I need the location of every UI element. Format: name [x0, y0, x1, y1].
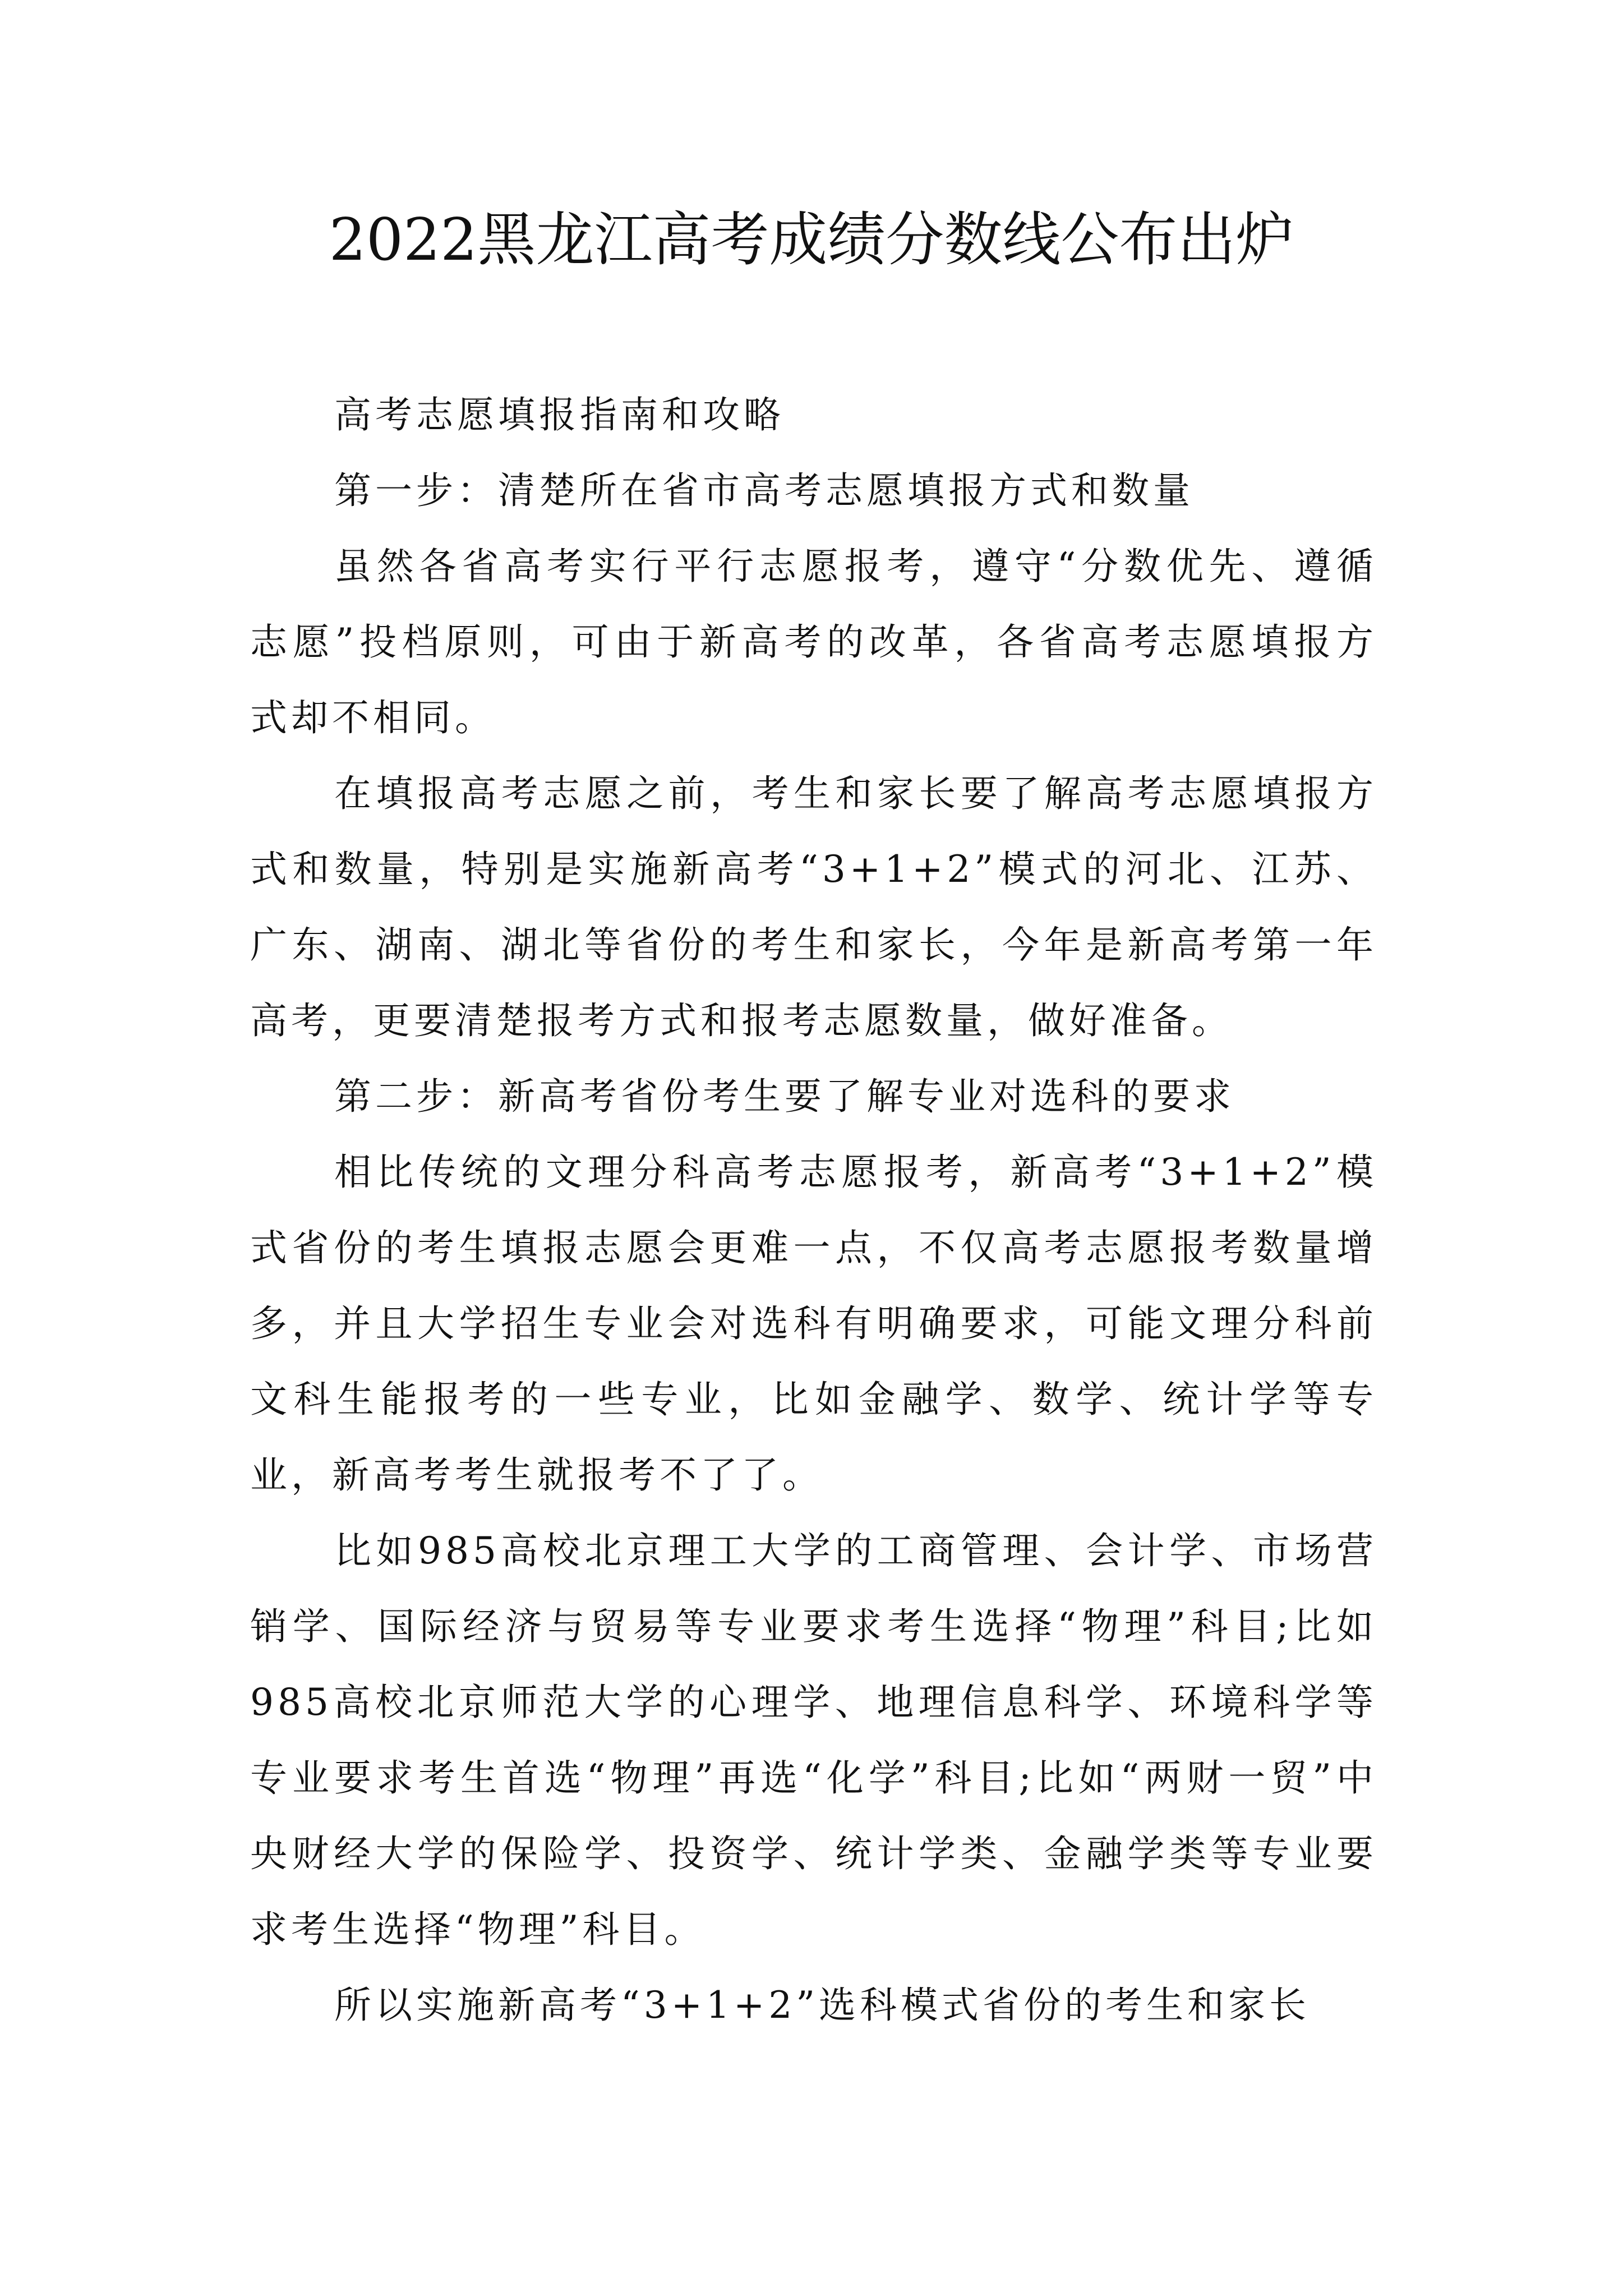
- paragraph-step-two: 第二步：新高考省份考生要了解专业对选科的要求: [334, 1075, 1235, 1118]
- paragraph-parallel-volunteer: 虽然各省高考实行平行志愿报考，遵守“分数优先、遵循志愿”投档原则，可由于新高考的改革，各省高考志愿填报方式却不相同。: [250, 545, 1377, 739]
- paragraph-before-filling: 在填报高考志愿之前，考生和家长要了解高考志愿填报方式和数量，特别是实施新高考“3+1+2”模式的河北、江苏、广东、湖南、湖北等省份的考生和家长，今年是新高考第一年高考，更要清楚报考方式和报考志愿数量，做好准备。: [250, 772, 1377, 1042]
- paragraph-step-one: 第一步：清楚所在省市高考志愿填报方式和数量: [334, 469, 1194, 512]
- document-body: [250, 377, 1377, 2043]
- paragraph-guide-heading: 高考志愿填报指南和攻略: [334, 393, 785, 436]
- document-title: 2022黑龙江高考成绩分数线公布出炉: [329, 205, 1294, 274]
- paragraph-conclusion: 所以实施新高考“3+1+2”选科模式省份的考生和家长: [334, 1984, 1311, 2027]
- paragraph-compared-traditional: 相比传统的文理分科高考志愿报考，新高考“3+1+2”模式省份的考生填报志愿会更难一点，不仅高考志愿报考数量增多，并且大学招生专业会对选科有明确要求，可能文理分科前文科生能报考的一些专业，比如金融学、数学、统计学等专业，新高考考生就报考不了了。: [250, 1151, 1377, 1497]
- paragraph-examples: 比如985高校北京理工大学的工商管理、会计学、市场营销学、国际经济与贸易等专业要求考生选择“物理”科目;比如985高校北京师范大学的心理学、地理信息科学、环境科学等专业要求考生首选“物理”再选“化学”科目;比如“两财一贸”中央财经大学的保险学、投资学、统计学类、金融学类等专业要求考生选择“物理”科目。: [250, 1529, 1377, 1951]
